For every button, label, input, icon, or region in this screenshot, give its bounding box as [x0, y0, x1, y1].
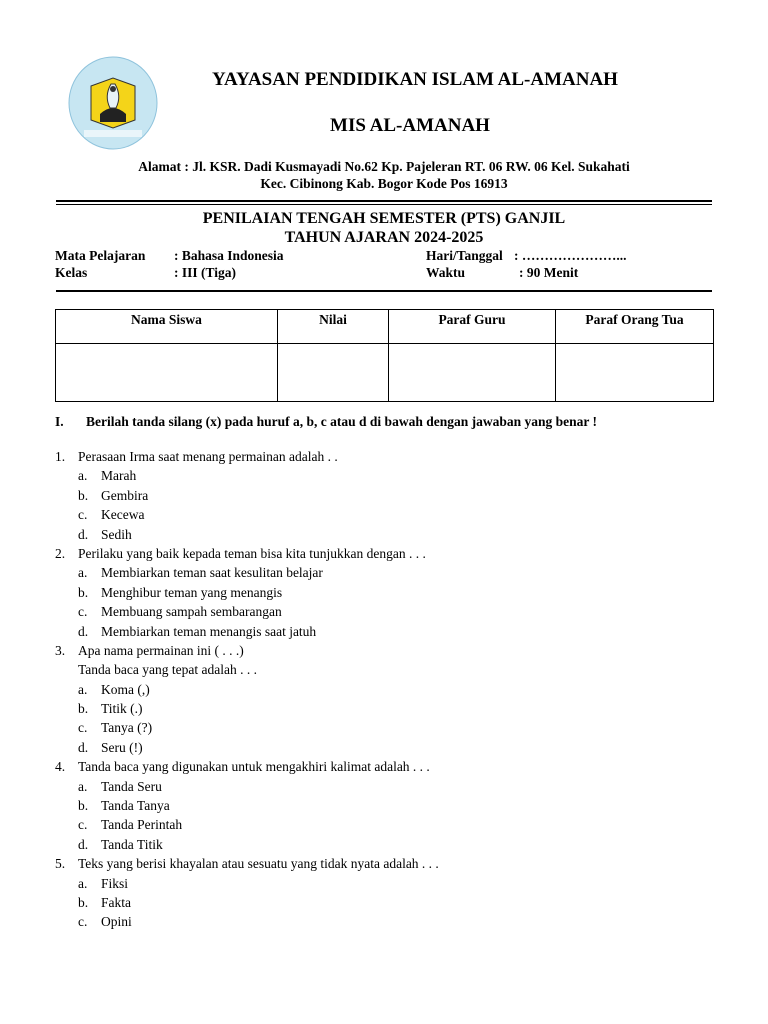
subject-value: : Bahasa Indonesia: [174, 248, 284, 263]
section-number: I.: [55, 414, 64, 429]
question-line: [55, 660, 715, 679]
question-text: Perasaan Irma saat menang permainan adalah . .: [78, 449, 338, 464]
question-list: [55, 447, 715, 932]
subject-label: Mata Pelajaran: [55, 248, 146, 263]
answer-option[interactable]: [55, 525, 715, 544]
answer-option[interactable]: [55, 912, 715, 931]
answer-option[interactable]: [55, 777, 715, 796]
option-letter: a.: [78, 875, 88, 891]
option-letter: b.: [78, 894, 89, 910]
organization-name: YAYASAN PENDIDIKAN ISLAM AL-AMANAH: [212, 69, 618, 90]
option-letter: d.: [78, 526, 89, 542]
option-text: Titik (.): [101, 701, 143, 717]
option-letter: a.: [78, 681, 88, 697]
answer-option[interactable]: [55, 486, 715, 505]
question-line: [55, 544, 715, 563]
option-text: Opini: [101, 914, 132, 930]
answer-option[interactable]: [55, 563, 715, 582]
question-text: Tanda baca yang tepat adalah . . .: [78, 662, 257, 678]
option-text: Tanda Perintah: [101, 817, 183, 833]
question-text: Apa nama permainan ini ( . . .): [78, 642, 244, 658]
answer-option[interactable]: [55, 815, 715, 834]
option-letter: b.: [78, 798, 89, 814]
exam-title-line-1: PENILAIAN TENGAH SEMESTER (PTS) GANJIL: [202, 210, 566, 227]
parent-signature-cell[interactable]: [556, 344, 714, 402]
answer-option[interactable]: [55, 835, 715, 854]
option-text: Sedih: [101, 526, 132, 542]
option-text: Seru (!): [101, 739, 143, 755]
class-label: Kelas: [55, 265, 88, 280]
option-letter: b.: [78, 584, 89, 600]
question-number: 2.: [55, 545, 66, 561]
question-line: [55, 757, 715, 776]
question-line: [55, 447, 715, 466]
header-teacher-signature: Paraf Guru: [389, 310, 556, 344]
option-letter: c.: [78, 817, 88, 833]
time-value: : 90 Menit: [519, 265, 579, 280]
header-divider-thick: [56, 200, 712, 202]
option-letter: d.: [78, 739, 89, 755]
question-text: Tanda baca yang digunakan untuk mengakhiri kalimat adalah . . .: [78, 759, 430, 775]
answer-option[interactable]: [55, 874, 715, 893]
option-text: Koma (,): [101, 681, 150, 697]
option-text: Tanda Tanya: [101, 798, 170, 814]
student-name-cell[interactable]: [56, 344, 278, 402]
answer-option[interactable]: [55, 622, 715, 641]
question-number: 4.: [55, 759, 66, 775]
option-text: Tanya (?): [101, 720, 153, 736]
option-text: Marah: [101, 468, 137, 484]
exam-title-line-2: TAHUN AJARAN 2024-2025: [284, 229, 484, 246]
answer-option[interactable]: [55, 738, 715, 757]
option-letter: a.: [78, 778, 88, 794]
option-letter: c.: [78, 914, 88, 930]
question-number: 1.: [55, 449, 66, 464]
school-logo: [68, 56, 158, 150]
answer-option[interactable]: [55, 505, 715, 524]
option-letter: d.: [78, 623, 89, 639]
question-text: Teks yang berisi khayalan atau sesuatu yang tidak nyata adalah . . .: [78, 856, 439, 872]
option-text: Membuang sampah sembarangan: [101, 604, 282, 620]
option-letter: d.: [78, 836, 89, 852]
option-letter: a.: [78, 565, 88, 581]
option-text: Tanda Seru: [101, 778, 162, 794]
table-header-row: [56, 310, 714, 344]
answer-option[interactable]: [55, 893, 715, 912]
school-logo-emblem: [68, 56, 158, 150]
answer-option[interactable]: [55, 699, 715, 718]
class-value: : III (Tiga): [174, 265, 237, 280]
option-letter: a.: [78, 468, 88, 484]
address-line-1: Alamat : Jl. KSR. Dadi Kusmayadi No.62 Kp. Pajeleran RT. 06 RW. 06 Kel. Sukahati: [138, 159, 630, 174]
time-label: Waktu: [426, 265, 466, 280]
option-text: Menghibur teman yang menangis: [101, 584, 283, 600]
option-text: Kecewa: [101, 507, 145, 523]
option-letter: c.: [78, 507, 88, 523]
header-divider-thin: [56, 204, 712, 205]
table-row: [56, 344, 714, 402]
question-number: 5.: [55, 856, 66, 872]
score-cell[interactable]: [278, 344, 389, 402]
address-line-2: Kec. Cibinong Kab. Bogor Kode Pos 16913: [260, 176, 508, 191]
option-letter: b.: [78, 487, 89, 503]
exam-title: [56, 209, 712, 247]
school-name: MIS AL-AMANAH: [330, 115, 490, 136]
option-text: Tanda Titik: [101, 836, 163, 852]
answer-option[interactable]: [55, 796, 715, 815]
question-line: [55, 641, 715, 660]
teacher-signature-cell[interactable]: [389, 344, 556, 402]
answer-option[interactable]: [55, 680, 715, 699]
student-info-table: [55, 309, 714, 402]
question-line: [55, 854, 715, 873]
header-parent-signature: Paraf Orang Tua: [556, 310, 714, 344]
header-student-name: Nama Siswa: [56, 310, 278, 344]
option-letter: c.: [78, 720, 88, 736]
school-address: [60, 158, 708, 192]
option-letter: c.: [78, 604, 88, 620]
question-text: Perilaku yang baik kepada teman bisa kita tunjukkan dengan . . .: [78, 545, 426, 561]
answer-option[interactable]: [55, 466, 715, 485]
option-text: Membiarkan teman saat kesulitan belajar: [101, 565, 323, 581]
option-text: Fakta: [101, 894, 131, 910]
answer-option[interactable]: [55, 583, 715, 602]
instruction-text: Berilah tanda silang (x) pada huruf a, b, c atau d di bawah dengan jawaban yang benar !: [86, 414, 597, 429]
option-text: Membiarkan teman menangis saat jatuh: [101, 623, 317, 639]
meta-divider: [56, 290, 712, 292]
option-text: Fiksi: [101, 875, 129, 891]
option-text: Gembira: [101, 487, 149, 503]
header-score: Nilai: [278, 310, 389, 344]
answer-option[interactable]: [55, 718, 715, 737]
date-value: : …………………...: [514, 248, 627, 263]
date-label: Hari/Tanggal: [426, 248, 503, 263]
answer-option[interactable]: [55, 602, 715, 621]
question-number: 3.: [55, 642, 66, 658]
option-letter: b.: [78, 701, 89, 717]
